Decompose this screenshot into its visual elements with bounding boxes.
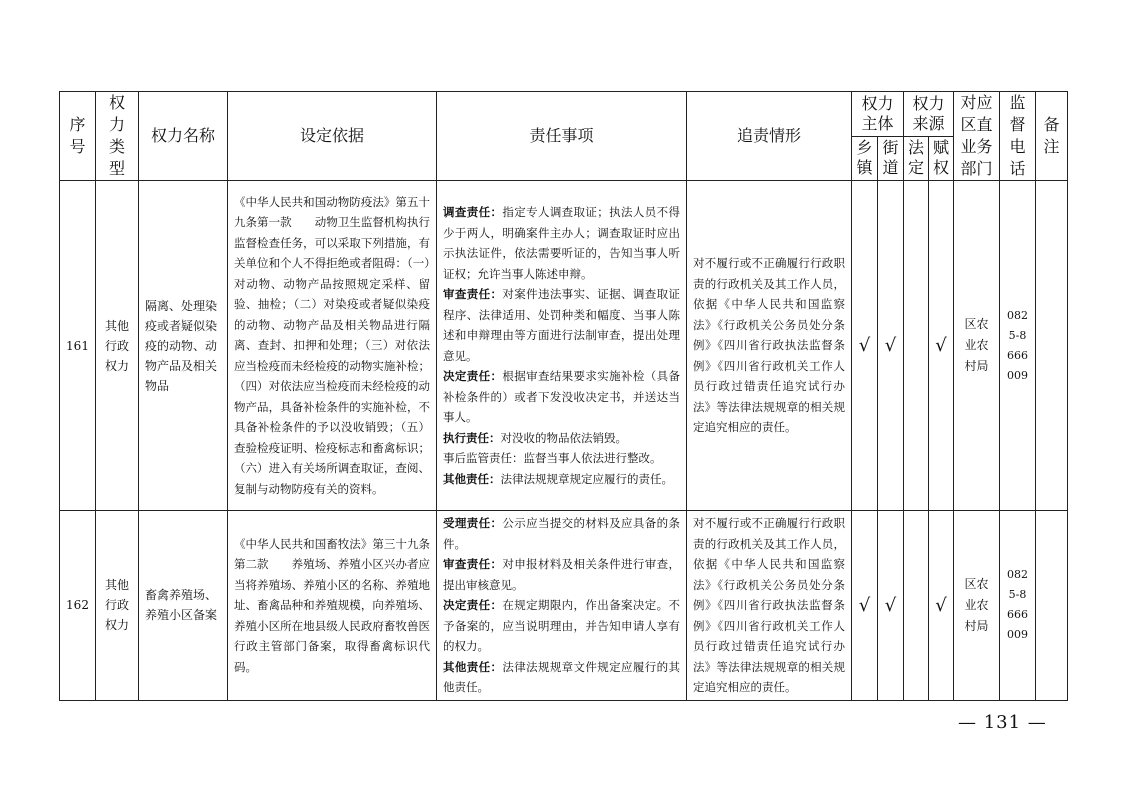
grant-check: √: [929, 181, 954, 511]
duty-text: 对案件违法事实、证据、调查取证程序、法律适用、处罚种类和幅度、当事人陈述和申辩理由等方面进行法制审查，提出处理意见。: [443, 287, 680, 363]
row-dept: 区农 业农 村局: [954, 511, 1000, 701]
header-grant: 赋 权: [929, 136, 954, 181]
town-check: √: [852, 181, 878, 511]
duty-item: [443, 366, 680, 428]
duty-text: 根据审查结果要求实施补检（具备补检条件的）或者下发没收决定书，并送达当事人。: [443, 369, 680, 424]
header-phone: 监 督 电 话: [1000, 92, 1036, 181]
row-type: 其他 行政 权力: [96, 181, 139, 511]
row-dept: 区农 业农 村局: [954, 181, 1000, 511]
legal-check: [904, 511, 929, 701]
duty-item: [443, 657, 680, 698]
duty-label: 审查责任：: [443, 287, 503, 301]
duty-label: 审查责任：: [443, 557, 503, 571]
duty-item: [443, 428, 680, 449]
header-dept: 对应 区直 业务 部门: [954, 92, 1000, 181]
duty-text: 对没收的物品依法销毁。: [500, 430, 627, 445]
row-name: 畜禽养殖场、养殖小区备案: [139, 511, 228, 701]
row-basis: 《中华人民共和国动物防疫法》第五十九条第一款 动物卫生监督机构执行监督检查任务，可以采取下列措施，有关单位和个人不得拒绝或者阻碍：（一）对动物、动物产品按照规定采样、留验、抽检；（二）对染疫或者疑似染疫的动物、动物产品及相关物品进行隔离、查封、扣押和处理；（三）对依法应当检疫而未经检疫的动物实施补检；（四）对依法应当检疫而未经检疫的动物产品，具备补检条件的实施补检，不具备补检条件的予以没收销毁；（五）查验检疫证明、检疫标志和畜禽标识；（六）进入有关场所调查取证，查阅、复制与动物防疫有关的资料。: [228, 181, 437, 511]
row-account: 对不履行或不正确履行行政职责的行政机关及其工作人员，依据《中华人民共和国监察法》《行政机关公务员处分条例》《四川省行政执法监督条例》《四川省行政机关工作人员行政过错责任追究试行办法》等法律法规规章的相关规定追究相应的责任。: [687, 511, 852, 701]
duty-text: 对申报材料及相关条件进行审查，提出审核意见。: [443, 557, 680, 592]
header-town: 乡 镇: [852, 136, 878, 181]
duty-label: 受理责任：: [443, 516, 503, 530]
header-remark: 备 注: [1036, 92, 1068, 181]
duty-text: 指定专人调查取证；执法人员不得少于两人，明确案件主办人；调查取证时应出示执法证件，依法需要听证的，告知当事人听证权；允许当事人陈述申辩。: [443, 205, 680, 281]
duty-item: [443, 448, 680, 469]
header-subject: 权力 主体: [852, 92, 904, 137]
duty-item: [443, 469, 680, 490]
duty-text: 在规定期限内，作出备案决定。不予备案的，应当说明理由，并告知申请人享有的权力。: [443, 598, 680, 653]
row-name: 隔离、处理染疫或者疑似染疫的动物、动物产品及相关物品: [139, 181, 228, 511]
header-legal: 法 定: [904, 136, 929, 181]
row-remark: [1036, 511, 1068, 701]
duty-text: 公示应当提交的材料及应具备的条件。: [443, 516, 680, 551]
table-row: [60, 181, 1068, 511]
row-basis: 《中华人民共和国畜牧法》第三十九条第二款 养殖场、养殖小区兴办者应当将养殖场、养殖小区的名称、养殖地址、畜禽品种和养殖规模，向养殖场、养殖小区所在地县级人民政府畜牧兽医行政主管部门备案，取得畜禽标识代码。: [228, 511, 437, 701]
header-type: 权 力 类 型: [96, 92, 139, 181]
page-number: — 131 —: [958, 712, 1047, 733]
town-check: √: [852, 511, 878, 701]
duty-label: 决定责任：: [443, 369, 503, 383]
table-row: [60, 511, 1068, 701]
duty-item: [443, 513, 680, 554]
row-type: 其他 行政 权力: [96, 511, 139, 701]
row-remark: [1036, 181, 1068, 511]
duty-label: 执行责任：: [443, 430, 501, 445]
header-name: 权力名称: [139, 92, 228, 181]
row-phone: 082 5-8 666 009: [1000, 181, 1036, 511]
row-duties: [437, 511, 687, 701]
header-source: 权力 来源: [904, 92, 954, 137]
street-check: √: [878, 511, 904, 701]
header-duty: 责任事项: [437, 92, 687, 181]
row-seq: 161: [60, 181, 96, 511]
power-list-table: [59, 91, 1068, 701]
duty-label: 其他责任：: [443, 659, 503, 674]
header-account: 追责情形: [687, 92, 852, 181]
duty-label: 决定责任：: [443, 598, 503, 612]
duty-item: [443, 595, 680, 657]
row-seq: 162: [60, 511, 96, 701]
legal-check: [904, 181, 929, 511]
duty-label: 其他责任：: [443, 471, 501, 486]
row-account: 对不履行或不正确履行行政职责的行政机关及其工作人员，依据《中华人民共和国监察法》《行政机关公务员处分条例》《四川省行政执法监督条例》《四川省行政机关工作人员行政过错责任追究试行办法》等法律法规规章的相关规定追究相应的责任。: [687, 181, 852, 511]
header-seq: 序 号: [60, 92, 96, 181]
duty-label: 调查责任：: [443, 205, 503, 219]
duty-item: [443, 554, 680, 595]
row-duties: [437, 181, 687, 511]
header-row-1: [60, 92, 1068, 137]
row-phone: 082 5-8 666 009: [1000, 511, 1036, 701]
street-check: √: [878, 181, 904, 511]
grant-check: √: [929, 511, 954, 701]
header-basis: 设定依据: [228, 92, 437, 181]
duty-item: [443, 202, 680, 284]
header-street: 街 道: [878, 136, 904, 181]
duty-text: 法律法规规章规定应履行的责任。: [500, 471, 673, 486]
duty-item: [443, 284, 680, 366]
duty-text: 事后监管责任：监督当事人依法进行整改。: [443, 451, 662, 465]
duty-text: 法律法规规章文件规定应履行的其他责任。: [443, 659, 680, 694]
